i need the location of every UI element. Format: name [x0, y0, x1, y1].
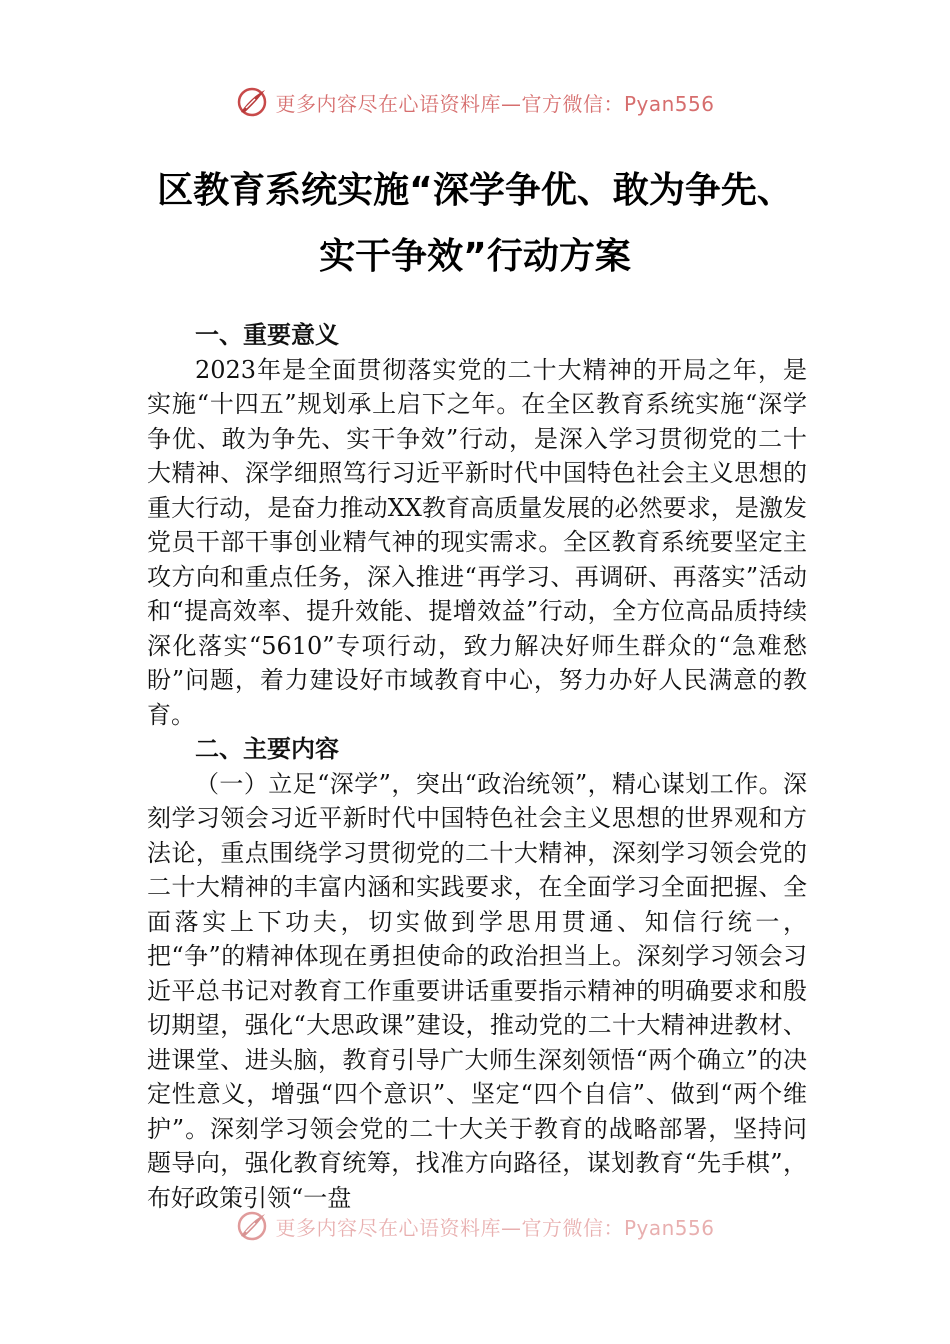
- title-line-2: 实干争效”行动方案: [319, 236, 631, 277]
- document-body: [147, 318, 807, 1215]
- quill-ribbon-logo-icon: [235, 1209, 269, 1243]
- section-heading-importance: 一、重要意义: [195, 321, 339, 349]
- title-line-1: 区教育系统实施“深学争优、敢为争先、: [157, 170, 793, 211]
- watermark-header: [0, 82, 950, 122]
- watermark-footer: [0, 1206, 950, 1246]
- watermark-text: 更多内容尽在心语资料库—官方微信：Pyan556: [275, 1215, 715, 1240]
- document-title: [0, 158, 950, 290]
- section-heading-main-content: 二、主要内容: [195, 735, 339, 763]
- paragraph-deep-study: （一）立足“深学”，突出“政治统领”，精心谋划工作。深刻学习领会习近平新时代中国特色社会主义思想的世界观和方法论，重点围绕学习贯彻党的二十大精神，深刻学习领会党的二十大精神的丰富内涵和实践要求，在全面学习全面把握、全面落实上下功夫，切实做到学思用贯通、知信行统一，把“争”的精神体现在勇担使命的政治担当上。深刻学习领会习近平总书记对教育工作重要讲话重要指示精神的明确要求和殷切期望，强化“大思政课”建设，推动党的二十大精神进教材、进课堂、进头脑，教育引导广大师生深刻领悟“两个确立”的决定性意义，增强“四个意识”、坚定“四个自信”、做到“两个维护”。深刻学习领会党的二十大关于教育的战略部署，坚持问题导向，强化教育统筹，找准方向路径，谋划教育“先手棋”，布好政策引领“一盘: [147, 769, 807, 1212]
- quill-ribbon-logo-icon: [235, 85, 269, 119]
- paragraph-importance: 2023年是全面贯彻落实党的二十大精神的开局之年，是实施“十四五”规划承上启下之年。在全区教育系统实施“深学争优、敢为争先、实干争效”行动，是深入学习贯彻党的二十大精神、深学细照笃行习近平新时代中国特色社会主义思想的重大行动，是奋力推动XX教育高质量发展的必然要求，是激发党员干部干事创业精气神的现实需求。全区教育系统要坚定主攻方向和重点任务，深入推进“再学习、再调研、再落实”活动和“提高效率、提升效能、提增效益”行动，全方位高品质持续深化落实“5610”专项行动，致力解决好师生群众的“急难愁盼”问题，着力建设好市域教育中心，努力办好人民满意的教育。: [147, 355, 807, 729]
- watermark-text: 更多内容尽在心语资料库—官方微信：Pyan556: [275, 91, 715, 116]
